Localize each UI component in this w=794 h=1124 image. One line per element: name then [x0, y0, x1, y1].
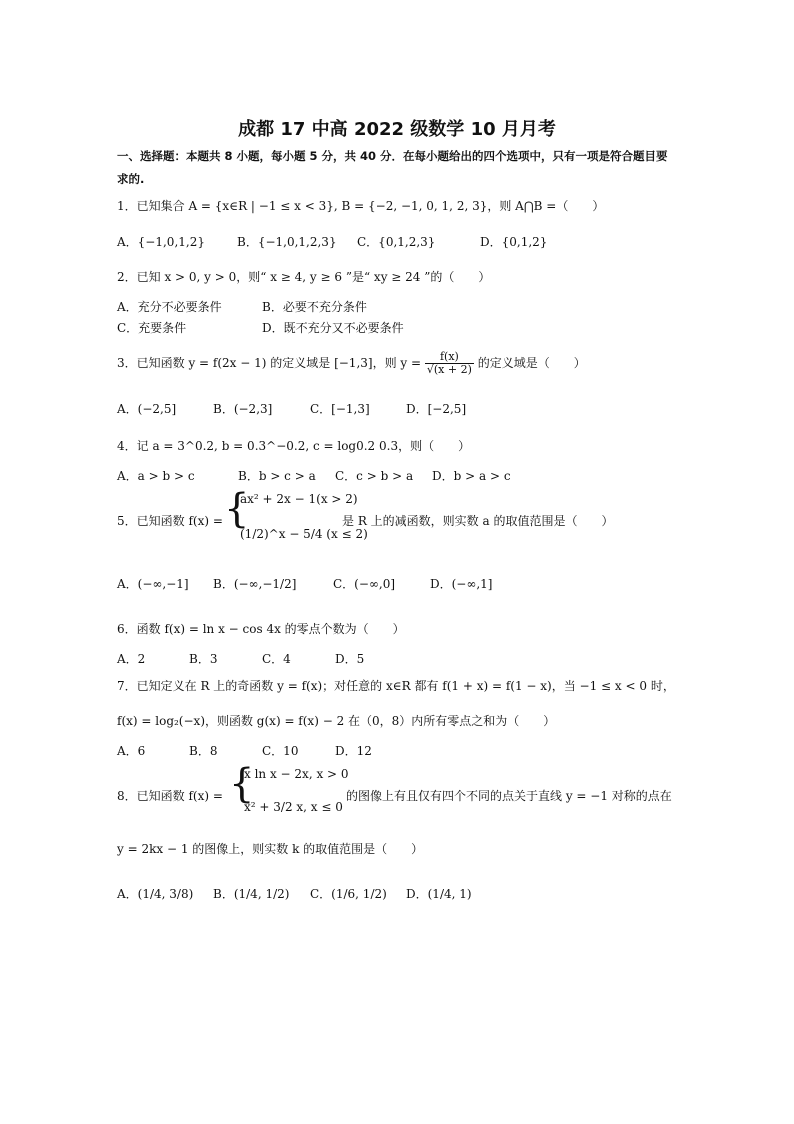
exam-title: 成都 17 中高 2022 级数学 10 月月考: [238, 119, 556, 140]
question-3: [117, 345, 586, 381]
q5-tail: 是 R 上的减函数，则实数 a 的取值范围是（ ）: [342, 514, 614, 528]
q3-option-d: D．[−2,5]: [406, 402, 467, 416]
q6-option-b: B．3: [189, 652, 218, 666]
q5-brace: {: [224, 486, 250, 532]
q8-brace: {: [229, 761, 255, 807]
q3-text-b: 的定义域是（ ）: [477, 356, 586, 370]
question-7-line-1: 7．已知定义在 R 上的奇函数 y = f(x)；对任意的 x∈R 都有 f(1 + x) = f(1 − x)，当 −1 ≤ x < 0 时，: [117, 679, 675, 693]
question-4: 4．记 a = 3^0.2, b = 0.3^−0.2, c = log0.2 0.3，则（ ）: [117, 439, 471, 453]
q3-text-a: 3．已知函数 y = f(2x − 1) 的定义域是 [−1,3]，则 y =: [117, 356, 422, 370]
question-7-line-2: f(x) = log₂(−x)，则函数 g(x) = f(x) − 2 在（0，8）内所有零点之和为（ ）: [117, 714, 556, 728]
q6-option-c: C．4: [262, 652, 291, 666]
q3-frac-num: f(x): [425, 351, 474, 364]
q8-case-2: x² + 3/2 x, x ≤ 0: [244, 800, 343, 814]
q7-option-b: B．8: [189, 744, 218, 758]
q6-option-d: D．5: [335, 652, 365, 666]
q1-option-a: A．{−1,0,1,2}: [117, 235, 205, 249]
q5-option-a: A．(−∞,−1]: [117, 577, 189, 591]
q3-option-a: A．(−2,5]: [117, 402, 177, 416]
q2-option-d: D．既不充分又不必要条件: [262, 321, 404, 335]
q2-option-b: B．必要不充分条件: [262, 300, 367, 314]
q2-option-c: C．充要条件: [117, 321, 187, 335]
q4-option-d: D．b > a > c: [432, 469, 511, 483]
q6-option-a: A．2: [117, 652, 146, 666]
q1-option-d: D．{0,1,2}: [480, 235, 548, 249]
q8-option-a: A．(1/4, 3/8): [117, 887, 194, 901]
q8-tail: 的图像上有且仅有四个不同的点关于直线 y = −1 对称的点在: [346, 789, 672, 803]
q1-option-c: C．{0,1,2,3}: [357, 235, 436, 249]
q2-option-a: A．充分不必要条件: [117, 300, 222, 314]
q1-option-b: B．{−1,0,1,2,3}: [237, 235, 337, 249]
question-1: 1．已知集合 A = {x∈R | −1 ≤ x < 3}, B = {−2, −1, 0, 1, 2, 3}，则 A⋂B =（ ）: [117, 199, 605, 213]
q8-option-b: B．(1/4, 1/2): [213, 887, 290, 901]
q5-option-b: B．(−∞,−1/2]: [213, 577, 297, 591]
q8-option-c: C．(1/6, 1/2): [310, 887, 387, 901]
q5-lead: 5．已知函数 f(x) =: [117, 514, 223, 528]
q4-option-b: B．b > c > a: [238, 469, 316, 483]
section-heading: 一、选择题：本题共 8 小题，每小题 5 分，共 40 分．在每小题给出的四个选项中，只有一项是符合题目要: [117, 149, 668, 163]
q3-fraction: [425, 351, 474, 376]
q5-case-1: ax² + 2x − 1(x > 2): [240, 492, 358, 506]
q7-option-d: D．12: [335, 744, 372, 758]
q3-option-b: B．(−2,3]: [213, 402, 273, 416]
q8-option-d: D．(1/4, 1): [406, 887, 472, 901]
question-2: 2．已知 x > 0, y > 0，则“ x ≥ 4, y ≥ 6 ”是“ xy ≥ 24 ”的（ ）: [117, 270, 491, 284]
q7-option-a: A．6: [117, 744, 146, 758]
q4-option-c: C．c > b > a: [335, 469, 414, 483]
q5-option-d: D．(−∞,1]: [430, 577, 493, 591]
question-6: 6．函数 f(x) = ln x − cos 4x 的零点个数为（ ）: [117, 622, 405, 636]
q7-option-c: C．10: [262, 744, 299, 758]
q3-option-c: C．[−1,3]: [310, 402, 370, 416]
q8-case-1: x ln x − 2x, x > 0: [244, 767, 349, 781]
q8-lead: 8．已知函数 f(x) =: [117, 789, 223, 803]
q5-case-2: (1/2)^x − 5/4 (x ≤ 2): [240, 527, 368, 541]
q5-option-c: C．(−∞,0]: [333, 577, 396, 591]
section-heading-cont: 求的.: [117, 172, 145, 186]
question-8-line-2: y = 2kx − 1 的图像上，则实数 k 的取值范围是（ ）: [117, 842, 424, 856]
q4-option-a: A．a > b > c: [117, 469, 195, 483]
q3-frac-den: √(x + 2): [426, 363, 472, 376]
